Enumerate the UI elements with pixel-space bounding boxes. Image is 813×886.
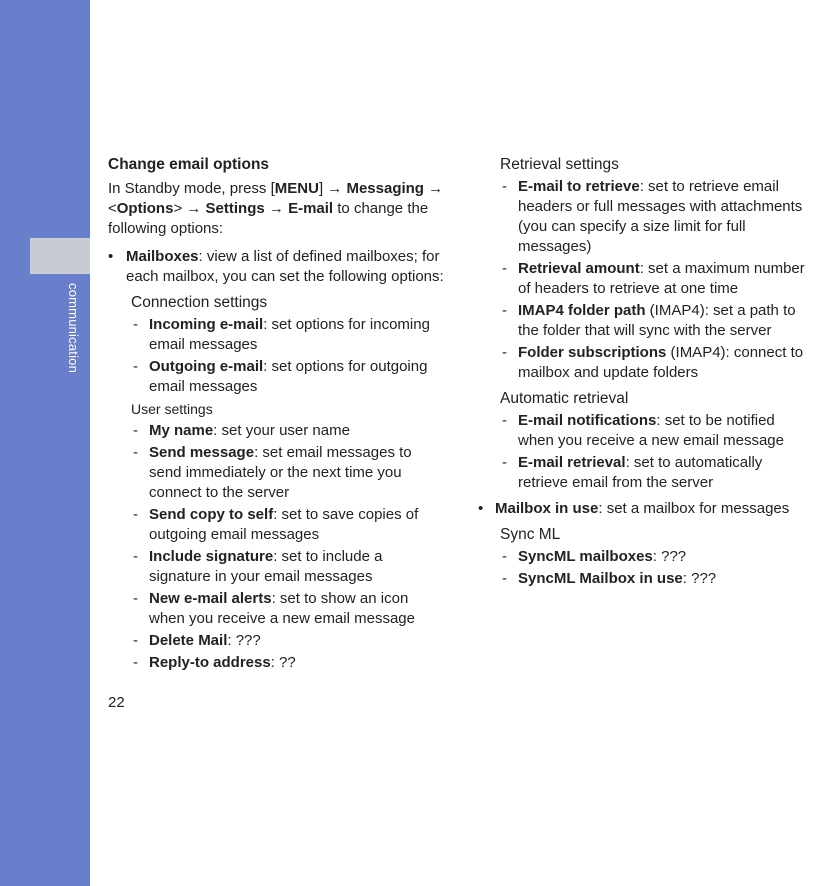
- dash-icon: -: [133, 632, 138, 649]
- option-desc: : set email messages to send immediately or the next time you connect to the server: [149, 444, 412, 501]
- sidebar: [0, 0, 90, 886]
- option-desc: : set to be notified when you receive a new email message: [518, 412, 784, 449]
- option-desc: (IMAP4): connect to mailbox and update folders: [518, 344, 804, 381]
- option-item: [478, 301, 813, 341]
- dash-icon: -: [133, 506, 138, 523]
- subheading-retrieval-settings: Retrieval settings: [500, 156, 619, 173]
- option-desc: : ???: [652, 548, 687, 565]
- option-desc: : set to retrieve email headers or full messages with attachments (you can specify a size limit for full messages): [518, 178, 803, 255]
- option-item: [478, 569, 813, 589]
- dash-icon: -: [502, 260, 507, 277]
- option-item: [108, 421, 448, 441]
- option-item: [478, 259, 813, 299]
- subheading-automatic-retrieval: Automatic retrieval: [500, 390, 629, 407]
- bullet-item-mailbox-in-use: [478, 499, 813, 519]
- option-term: IMAP4 folder path: [518, 302, 646, 319]
- option-term: Folder subscriptions: [518, 344, 667, 361]
- option-item: [108, 315, 448, 355]
- option-term: SyncML Mailbox in use: [518, 570, 683, 587]
- bullet-desc: : view a list of defined mailboxes; for each mailbox, you can set the following options:: [126, 248, 444, 285]
- option-desc: : ??: [270, 654, 296, 671]
- option-desc: : set your user name: [213, 422, 350, 439]
- page-number: 22: [108, 694, 125, 711]
- option-term: E-mail retrieval: [518, 454, 626, 471]
- option-term: My name: [149, 422, 214, 439]
- option-desc: : set to include a signature in your email messages: [149, 548, 383, 585]
- option-desc: : ???: [682, 570, 717, 587]
- option-desc: (IMAP4): set a path to the folder that will sync with the server: [518, 302, 796, 339]
- bullet-icon: •: [108, 248, 114, 265]
- option-item: [478, 453, 813, 493]
- bullet-desc: : set a mailbox for messages: [598, 500, 790, 517]
- subheading-sync-ml: Sync ML: [500, 526, 561, 543]
- intro-text: to change the following options:: [108, 200, 429, 237]
- option-item: [478, 411, 813, 451]
- dash-icon: -: [133, 358, 138, 375]
- option-desc: : set to save copies of outgoing email messages: [149, 506, 419, 543]
- section-label: communication: [66, 283, 81, 374]
- dash-icon: -: [133, 548, 138, 565]
- intro-paragraph: [108, 179, 448, 239]
- option-term: Send message: [149, 444, 255, 461]
- dash-icon: -: [502, 344, 507, 361]
- option-term: Reply-to address: [149, 654, 271, 671]
- dash-icon: -: [502, 302, 507, 319]
- dash-icon: -: [502, 454, 507, 471]
- subheading-connection-settings: Connection settings: [131, 294, 268, 311]
- option-term: E-mail to retrieve: [518, 178, 640, 195]
- intro-text: > →: [173, 200, 206, 217]
- option-term: Include signature: [149, 548, 274, 565]
- dash-icon: -: [502, 548, 507, 565]
- subheading-user-settings: User settings: [131, 401, 213, 417]
- option-item: [108, 653, 448, 673]
- intro-text: → <: [108, 180, 444, 217]
- option-item: [108, 357, 448, 397]
- option-term: E-mail notifications: [518, 412, 657, 429]
- right-column: [478, 155, 813, 591]
- option-desc: : set to show an icon when you receive a new email message: [149, 590, 415, 627]
- messaging-key: Messaging: [346, 180, 424, 197]
- section-heading: Change email options: [108, 156, 270, 173]
- email-key: E-mail: [288, 200, 334, 217]
- option-item: [108, 505, 448, 545]
- option-desc: : set options for incoming email messages: [149, 316, 430, 353]
- option-term: Retrieval amount: [518, 260, 640, 277]
- option-desc: : ???: [227, 632, 261, 649]
- dash-icon: -: [502, 178, 507, 195]
- option-item: [478, 177, 813, 257]
- dash-icon: -: [133, 590, 138, 607]
- option-item: [108, 631, 448, 651]
- option-term: Incoming e-mail: [149, 316, 264, 333]
- option-item: [478, 547, 813, 567]
- bullet-term: Mailboxes: [126, 248, 199, 265]
- option-term: SyncML mailboxes: [518, 548, 653, 565]
- option-term: Delete Mail: [149, 632, 228, 649]
- intro-text: →: [264, 200, 289, 217]
- bullet-icon: •: [478, 500, 484, 517]
- option-desc: : set to automatically retrieve email from the server: [518, 454, 763, 491]
- option-item: [108, 443, 448, 503]
- option-desc: : set a maximum number of headers to retrieve at one time: [518, 260, 805, 297]
- option-item: [478, 343, 813, 383]
- option-term: Outgoing e-mail: [149, 358, 264, 375]
- dash-icon: -: [502, 570, 507, 587]
- option-desc: : set options for outgoing email messages: [149, 358, 428, 395]
- dash-icon: -: [133, 422, 138, 439]
- option-term: New e-mail alerts: [149, 590, 272, 607]
- dash-icon: -: [133, 316, 138, 333]
- dash-icon: -: [502, 412, 507, 429]
- option-item: [108, 589, 448, 629]
- left-column: [108, 155, 448, 675]
- option-item: [108, 547, 448, 587]
- menu-key: MENU: [274, 180, 319, 197]
- dash-icon: -: [133, 444, 138, 461]
- intro-text: In Standby mode, press [: [108, 180, 275, 197]
- option-term: Send copy to self: [149, 506, 274, 523]
- options-key: Options: [116, 200, 174, 217]
- settings-key: Settings: [205, 200, 265, 217]
- dash-icon: -: [133, 654, 138, 671]
- bullet-item-mailboxes: [108, 247, 448, 287]
- intro-text: ] →: [318, 180, 347, 197]
- section-tab: [30, 238, 90, 274]
- bullet-term: Mailbox in use: [495, 500, 599, 517]
